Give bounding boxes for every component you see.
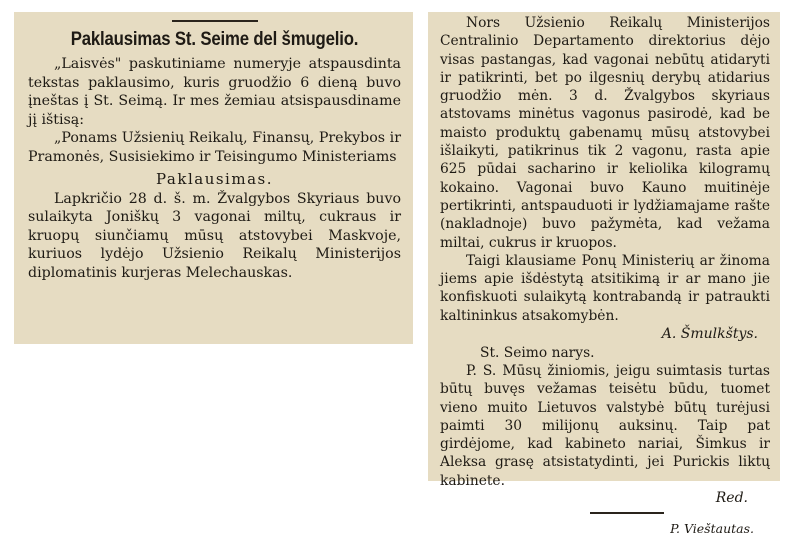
inquiry-subheading: Paklausimas.	[156, 169, 273, 188]
address-paragraph: „Ponams Užsienių Reikalų, Finansų, Prekybos ir Pramonės, Susisiekimo ir Teisingumo Ministeriams	[28, 130, 401, 165]
title-rule	[172, 20, 258, 22]
signature: A. Šmulkštys.	[661, 326, 758, 343]
closing-rule	[590, 512, 664, 514]
intro-paragraph: „Laisvės" paskutiniame numeryje atspausdinta tekstas paklausimo, kuris gruodžio 6 dieną buvo įneštas į St. Seimą. Ir mes žemiau atsispausdiname jį ištisą:	[28, 56, 401, 128]
continuation-paragraph: Nors Užsienio Reikalų Ministerijos Centralinio Departamento direktorius dėjo visas pastangas, kad vagonai nebūtų atidaryti ir patikrinti, bet po ilgesnių derybų atidarius gruodžio mėn. 3 d. Žvalgybos skyriaus atstovams minėtus vagonus pasirodė, kad be maisto produktų gabenamų mūsų atstovybei išlaikyti, patikrinus tik 2 vagonu, rasta apie 625 pūdai sacharino ir keliolika kilogramų kokaino. Vagonai buvo Kauno muitinėje pertikrinti, antspauduoti ir lydžiamajame rašte (nakladnoje) buvo pažymėta, kad vežama miltai, cukrus ir kruopos.	[440, 15, 770, 251]
newspaper-clipping-left	[14, 12, 413, 344]
inquiry-body: Lapkričio 28 d. š. m. Žvalgybos Skyriaus buvo sulaikyta Joniškų 3 vagonai miltų, cukraus ir kruopų siunčiamų mūsų atstovybei Maskvoje, kuriuos lydėjo Užsienio Reikalų Ministerijos diplomatinis kurjeras Melechauskas.	[28, 190, 401, 281]
article-title: Paklausimas St. Seime del šmugelio.	[70, 28, 359, 50]
question-paragraph: Taigi klausiame Ponų Ministerių ar žinoma jiems apie išdėstytą atsitikimą ir ar mano jie konfiskuoti sulaikytą kontrabandą ir patraukti kaltininkus atsakomybėn.	[440, 252, 770, 324]
signature-role: St. Seimo narys.	[480, 344, 595, 361]
newspaper-clipping-right	[428, 12, 780, 536]
author-signature: P. Vieštautas.	[670, 520, 754, 536]
editor-note: Red.	[715, 490, 748, 507]
postscript-paragraph: P. S. Mūsų žiniomis, jeigu suimtasis turtas būtų buvęs vežamas teisėtu būdu, tuomet vieno muito Lietuvos valstybė būtų turėjusi paimti 30 milijonų auksinų. Taip pat girdėjome, kad kabineto nariai, Šimkus ir Aleksa grasę atsistatydinti, jei Purickis liktų kabinete.	[440, 362, 770, 489]
